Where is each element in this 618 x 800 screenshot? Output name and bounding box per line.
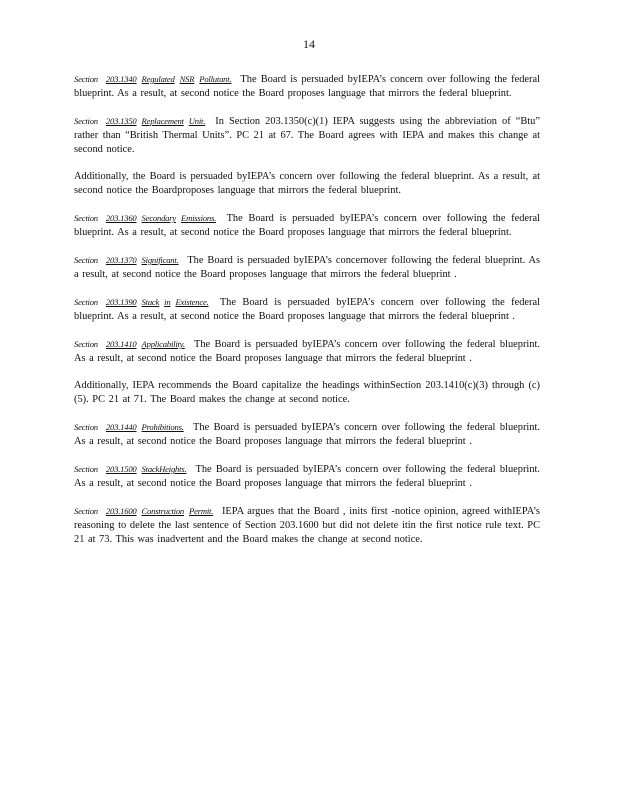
section-heading — [74, 74, 236, 85]
section-heading — [74, 464, 191, 475]
section-paragraph — [74, 504, 540, 547]
heading-word: 203.1410 — [105, 339, 137, 349]
heading-word: 203.1350 — [105, 116, 137, 126]
paragraph-text: The Board is persuaded byIEPA’s concern over following the federal blueprint. As a result, at second notice the Board proposes language that mirrors the federal blueprint . — [74, 297, 540, 322]
paragraph-gap — [74, 240, 540, 253]
section-heading — [74, 339, 190, 350]
heading-word: StackHeights. — [141, 464, 187, 474]
heading-label: Section — [74, 506, 98, 516]
page-number: 14 — [303, 37, 315, 51]
section-heading — [74, 116, 210, 127]
paragraph-text: The Board is persuaded byIEPA’s concernover following the federal blueprint. As a result, at second notice the Board proposes language that mirrors the federal blueprint . — [74, 255, 540, 280]
heading-word: 203.1390 — [105, 297, 137, 307]
heading-word: Unit. — [188, 116, 206, 126]
paragraph-gap — [74, 198, 540, 211]
heading-word: Construction — [141, 506, 185, 516]
heading-word: NSR — [179, 74, 195, 84]
paragraph-gap — [74, 101, 540, 114]
section-heading — [74, 297, 214, 308]
section-paragraph — [74, 337, 540, 366]
heading-word: Replacement — [141, 116, 184, 126]
paragraph-gap — [74, 157, 540, 170]
paragraph-text: The Board is persuaded byIEPA’s concern over following the federal blueprint. As a result, at second notice the Board proposes language that mirrors the federal blueprint . — [74, 464, 540, 489]
section-paragraph — [74, 295, 540, 324]
heading-word: in — [164, 297, 171, 307]
paragraph-gap — [74, 491, 540, 504]
paragraph-text: The Board is persuaded byIEPA’s concern over following the federal blueprint. As a result, at second notice the Board proposes language that mirrors the federal blueprint. — [74, 213, 540, 238]
section-paragraph — [74, 462, 540, 491]
paragraph-text: Additionally, the Board is persuaded byIEPA’s concern over following the federal blueprint. As a result, at second notice the Boardproposes language that mirrors the federal blueprint. — [74, 171, 540, 196]
heading-word: 203.1370 — [105, 255, 137, 265]
heading-word: Prohibitions. — [141, 422, 184, 432]
heading-label: Section — [74, 297, 98, 307]
heading-word: Permit. — [189, 506, 214, 516]
paragraph-gap — [74, 366, 540, 379]
section-paragraph — [74, 420, 540, 449]
heading-word: Existence. — [175, 297, 209, 307]
section-heading — [74, 422, 189, 433]
paragraph-gap — [74, 407, 540, 420]
heading-word: Significant. — [141, 255, 179, 265]
heading-word: Stack — [141, 297, 160, 307]
section-heading — [74, 506, 218, 517]
heading-label: Section — [74, 464, 98, 474]
paragraph-gap — [74, 324, 540, 337]
paragraph-gap — [74, 282, 540, 295]
heading-word: Secondary — [141, 213, 177, 223]
continuation-paragraph — [74, 170, 540, 198]
heading-word: 203.1360 — [105, 213, 137, 223]
section-heading — [74, 255, 184, 266]
heading-word: Pollutant. — [199, 74, 232, 84]
section-paragraph — [74, 114, 540, 157]
section-heading — [74, 213, 221, 224]
heading-word: Applicability. — [141, 339, 185, 349]
document-body — [74, 72, 540, 547]
section-paragraph — [74, 211, 540, 240]
heading-label: Section — [74, 422, 98, 432]
paragraph-text: The Board is persuaded byIEPA’s concern over following the federal blueprint. As a result, at second notice the Board proposes language that mirrors the federal blueprint . — [74, 422, 540, 447]
section-paragraph — [74, 253, 540, 282]
paragraph-text: The Board is persuaded byIEPA’s concern over following the federal blueprint. As a result, at second notice the Board proposes language that mirrors the federal blueprint. — [74, 74, 541, 99]
continuation-paragraph — [74, 379, 540, 407]
heading-word: 203.1600 — [105, 506, 137, 516]
paragraph-text: Additionally, IEPA recommends the Board capitalize the headings withinSection 203.1410(c)(3) through (c)(5). PC 21 at 71. The Board makes the change at second notice. — [74, 380, 540, 405]
heading-label: Section — [74, 213, 98, 223]
heading-word: 203.1340 — [105, 74, 137, 84]
heading-label: Section — [74, 339, 98, 349]
heading-word: 203.1440 — [105, 422, 137, 432]
paragraph-text: In Section 203.1350(c)(1) IEPA suggests using the abbreviation of “Btu” rather than “British Thermal Units”. PC 21 at 67. The Board agrees with IEPA and makes this change at second notice. — [74, 116, 540, 155]
heading-label: Section — [74, 255, 98, 265]
paragraph-gap — [74, 449, 540, 462]
heading-label: Section — [74, 116, 98, 126]
paragraph-text: IEPA argues that the Board , inits first -notice opinion, agreed withIEPA’s reasoning to delete the last sentence of Section 203.1600 but did not delete itin the first notice rule text. PC 21 at 73. This was inadvertent and the Board makes the change at second notice. — [74, 506, 540, 545]
heading-word: Regulated — [141, 74, 175, 84]
section-paragraph — [74, 72, 540, 101]
paragraph-text: The Board is persuaded byIEPA’s concern over following the federal blueprint. As a result, at second notice the Board proposes language that mirrors the federal blueprint . — [74, 339, 540, 364]
heading-label: Section — [74, 74, 98, 84]
heading-word: Emissions. — [181, 213, 217, 223]
heading-word: 203.1500 — [105, 464, 137, 474]
